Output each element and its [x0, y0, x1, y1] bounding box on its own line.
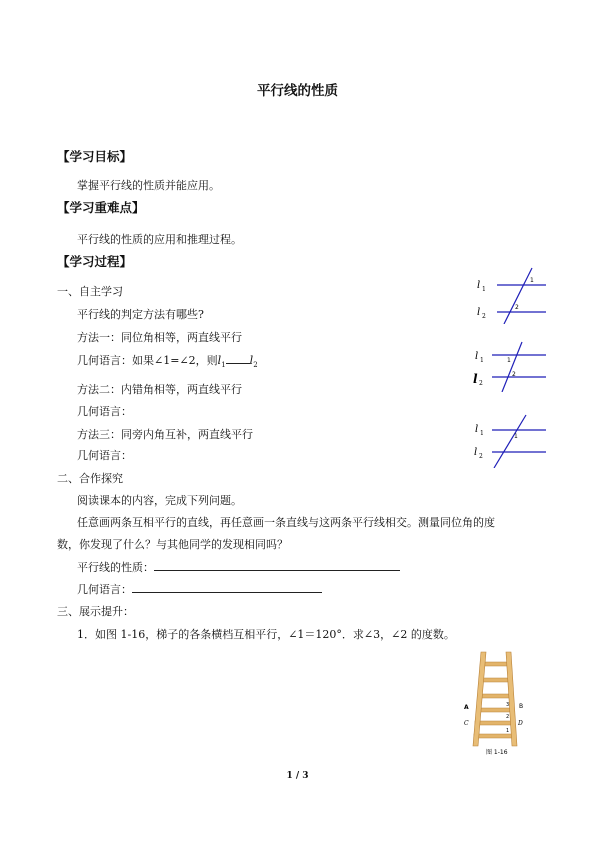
- l2-symbol: l: [249, 354, 254, 367]
- part1-heading: 一、自主学习: [57, 285, 123, 298]
- label-l1: l: [477, 280, 481, 291]
- part2-task-line1: 任意画两条互相平行的直线，再任意画一条直线与这两条平行线相交。测量同位角的度: [77, 516, 495, 529]
- angle-2-label: 2: [515, 304, 519, 311]
- page-number: 1 / 3: [286, 771, 309, 781]
- l1-symbol: l: [217, 354, 222, 367]
- geo-language-1: [77, 352, 258, 369]
- geo-answer-blank[interactable]: [132, 582, 322, 593]
- figure-co-interior-angles: [470, 412, 550, 468]
- property-line: [77, 559, 400, 575]
- answer-blank[interactable]: [226, 353, 250, 364]
- label-l1: l: [475, 424, 479, 435]
- method2-text: 方法二：内错角相等，两直线平行: [77, 383, 242, 396]
- label-D: D: [518, 720, 523, 727]
- label-l1: l: [475, 351, 479, 362]
- geo1-prefix: 几何语言：如果∠1=∠2，则: [77, 354, 218, 367]
- page-title: 平行线的性质: [257, 83, 338, 99]
- label-B: B: [519, 703, 524, 710]
- label-l1-sub: 1: [480, 357, 484, 364]
- property-answer-blank[interactable]: [154, 560, 400, 571]
- geo-language-line: [77, 581, 322, 597]
- angle-1-label: 1: [530, 277, 534, 284]
- angle-1-label: 1: [506, 728, 510, 734]
- label-l2: l: [473, 372, 478, 386]
- l2-subscript: 2: [253, 361, 258, 370]
- figure-caption: 图 1-16: [486, 749, 508, 756]
- label-l2-sub: 2: [479, 453, 483, 460]
- label-l2: l: [474, 447, 478, 458]
- l1-subscript: 1: [221, 361, 226, 370]
- angle-1-label: 1: [507, 357, 511, 364]
- keypoints-text: 平行线的性质的应用和推理过程。: [77, 233, 242, 246]
- part1-question: 平行线的判定方法有哪些?: [77, 308, 204, 321]
- part2-heading: 二、合作探究: [57, 472, 123, 485]
- label-A: A: [464, 704, 469, 711]
- label-l1-sub: 1: [480, 430, 484, 437]
- geo-language-3: 几何语言：: [77, 449, 132, 462]
- angle-2-label: 2: [506, 714, 510, 720]
- question-1: 1．如图 1-16，梯子的各条横档互相平行，∠1＝120°．求∠3，∠2 的度数。: [77, 628, 455, 641]
- label-C: C: [464, 720, 469, 727]
- geo-language-2: 几何语言：: [77, 405, 132, 418]
- method1-text: 方法一：同位角相等，两直线平行: [77, 331, 242, 344]
- label-l1-sub: 1: [482, 286, 486, 293]
- angle-1-label: 1: [514, 433, 518, 440]
- method3-text: 方法三：同旁内角互补，两直线平行: [77, 428, 253, 441]
- label-l2: l: [477, 307, 481, 318]
- part2-task-line2: 数，你发现了什么？与其他同学的发现相同吗？: [57, 538, 288, 551]
- label-l2-sub: 2: [479, 380, 483, 387]
- geo-label: 几何语言：: [77, 583, 132, 596]
- goals-heading: 【学习目标】: [57, 149, 133, 164]
- transversal: [502, 342, 522, 392]
- part3-heading: 三、展示提升：: [57, 605, 134, 618]
- angle-2-label: 2: [512, 371, 516, 378]
- transversal: [504, 268, 532, 324]
- angle-3-label: 3: [506, 702, 510, 708]
- goals-text: 掌握平行线的性质并能应用。: [77, 179, 220, 192]
- property-label: 平行线的性质：: [77, 561, 154, 574]
- transversal: [494, 415, 526, 468]
- label-l2-sub: 2: [482, 313, 486, 320]
- figure-alternate-angles: [470, 340, 550, 392]
- ladder-figure: [462, 650, 524, 756]
- ladder-image: [473, 652, 517, 746]
- figure-corresponding-angles: [472, 266, 552, 324]
- part2-read: 阅读课本的内容，完成下列问题。: [77, 494, 242, 507]
- process-heading: 【学习过程】: [57, 254, 133, 269]
- keypoints-heading: 【学习重难点】: [57, 200, 145, 215]
